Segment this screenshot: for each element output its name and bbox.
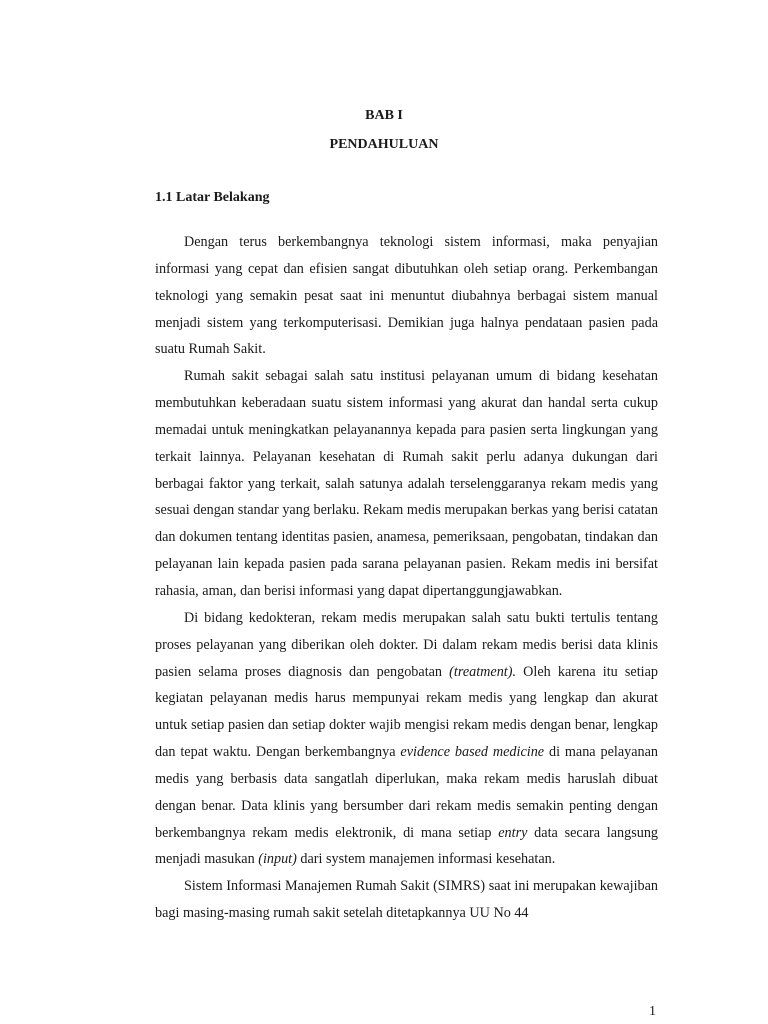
text-segment: Di bidang kedokteran, rekam medis merupakan salah satu bukti tertulis tentang proses pelayanan yang diberikan oleh dokter. Di dalam rekam medis berisi data klinis pasien selama proses diagnosis dan pengobatan: [155, 609, 658, 680]
paragraph-4: [155, 873, 658, 927]
paragraph-3: [155, 605, 658, 873]
page-number: 1: [649, 1004, 656, 1019]
italic-term-entry: entry: [498, 824, 528, 841]
text-segment: Sistem Informasi Manajemen Rumah Sakit (SIMRS) saat ini merupakan kewajiban bagi masing-masing rumah sakit setelah ditetapkannya UU No 44: [155, 878, 658, 922]
paragraph-2: [155, 363, 658, 605]
text-segment: Rumah sakit sebagai salah satu institusi pelayanan umum di bidang kesehatan membutuhkan keberadaan suatu sistem informasi yang akurat dan handal serta cukup memadai untuk meningkatkan pelayanannya kepada para pasien serta lingkungan yang terkait lainnya. Pelayanan kesehatan di Rumah sakit perlu adanya dukungan dari berbagai faktor yang terkait, salah satunya adalah terselenggaranya rekam medis yang sesuai dengan standar yang berlaku. Rekam medis merupakan berkas yang berisi catatan dan dokumen tentang identitas pasien, anamesa, pemeriksaan, pengobatan, tindakan dan pelayanan lain kepada pasien pada sarana pelayanan pasien. Rekam medis ini bersifat rahasia, aman, dan berisi informasi yang dapat dipertanggungjawabkan.: [155, 368, 658, 599]
text-segment: data secara langsung menjadi masukan: [155, 824, 659, 868]
chapter-number: BAB I: [365, 108, 403, 123]
text-segment: dari system manajemen informasi kesehatan.: [296, 851, 556, 868]
italic-term-input: (input): [258, 851, 297, 868]
section-heading: 1.1 Latar Belakang: [155, 190, 270, 205]
text-segment: Dengan terus berkembangnya teknologi sistem informasi, maka penyajian informasi yang cepat dan efisien sangat dibutuhkan oleh setiap orang. Perkembangan teknologi yang semakin pesat saat ini menuntut diubahnya berbagai sistem manual menjadi sistem yang terkomputerisasi. Demikian juga halnya pendataan pasien pada suatu Rumah Sakit.: [155, 234, 658, 358]
paragraph-1: [155, 229, 658, 363]
text-segment: di mana pelayanan medis yang berbasis data sangatlah diperlukan, maka rekam medis haruslah dibuat dengan benar. Data klinis yang bersumber dari rekam medis semakin penting dengan berkembangnya rekam medis elektronik, di mana setiap: [155, 744, 658, 841]
italic-term-evidence-based-medicine: evidence based medicine: [400, 744, 545, 761]
chapter-title: PENDAHULUAN: [329, 137, 439, 152]
body-text: [155, 229, 658, 927]
text-segment: Oleh karena itu setiap kegiatan pelayanan medis harus mempunyai rekam medis yang lengkap dan akurat untuk setiap pasien dan setiap dokter wajib mengisi rekam medis dengan benar, lengkap dan tepat waktu. Dengan berkembangnya: [155, 663, 658, 761]
italic-term-treatment: (treatment).: [449, 663, 517, 680]
